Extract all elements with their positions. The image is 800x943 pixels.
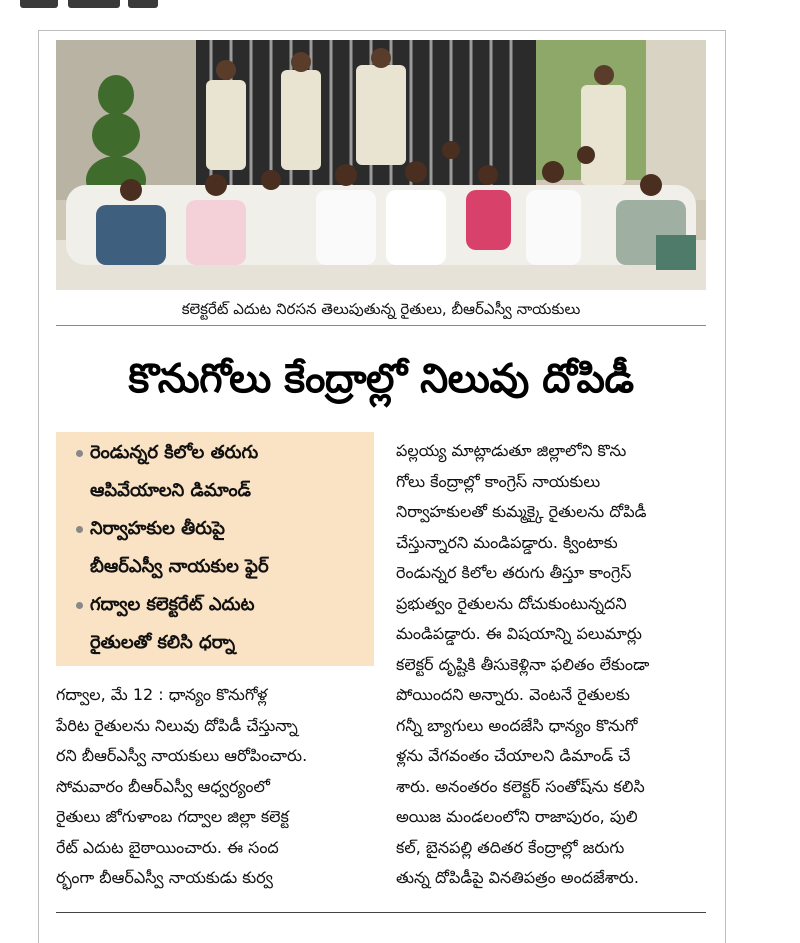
top-mark — [20, 0, 58, 8]
highlight-line: రెండున్నర కిలోల తరుగు — [90, 442, 259, 463]
highlight-line: ఆపివేయాలని డిమాండ్ — [90, 480, 251, 501]
caption-divider — [56, 325, 706, 326]
body-line: గన్నీ బ్యాగులు అందజేసి ధాన్యం కొనుగో — [396, 715, 638, 735]
body-line: ళ్లను వేగవంతం చేయాలని డిమాండ్ చే — [396, 746, 631, 765]
highlight-line: బీఆర్ఎస్వీ నాయకుల ఫైర్ — [90, 556, 269, 577]
body-line: ప్రభుత్వం రైతులను దోచుకుంటున్నదని — [396, 593, 627, 613]
body-line: తున్న దోపిడీపై వినతిపత్రం అందజేశారు. — [396, 868, 639, 887]
top-mark — [68, 0, 120, 8]
highlight-line: రైతులతో కలిసి ధర్నా — [90, 632, 236, 653]
photo-caption: కలెక్టరేట్ ఎదుట నిరసన తెలుపుతున్న రైతులు, బీఆర్ఎస్వీ నాయకులు — [181, 300, 581, 318]
bullet-icon — [76, 602, 83, 609]
body-line: రెండున్నర కిలోల తరుగు తీస్తూ కాంగ్రెస్ — [396, 563, 632, 582]
body-line: కల్, బైనపల్లి తదితర కేంద్రాల్లో జరుగు — [396, 837, 625, 857]
bullet-icon — [76, 526, 83, 533]
body-line: గోలు కేంద్రాల్లో కాంగ్రెస్ నాయకులు — [396, 471, 601, 491]
body-column-right — [396, 436, 706, 894]
body-line: రని బీఆర్ఎస్వీ నాయకులు ఆరోపించారు. — [56, 746, 308, 765]
body-line: సోమవారం బీఆర్ఎస్వీ ఆధ్వర్యంలో — [56, 776, 270, 796]
body-line: నిర్వాహకులతో కుమ్మక్కై రైతులను దోపిడీ — [396, 502, 647, 521]
article-headline: కొనుగోలు కేంద్రాల్లో నిలువు దోపిడీ — [128, 356, 634, 402]
body-line: గద్వాల, మే 12 : ధాన్యం కొనుగోళ్ల — [56, 685, 268, 704]
body-column-left — [56, 680, 374, 894]
body-line: పల్లయ్య మాట్లాడుతూ జిల్లాలోని కొను — [396, 441, 627, 460]
highlight-line: గద్వాల కలెక్టరేట్ ఎదుట — [90, 594, 255, 615]
body-line: రైతులు జోగుళాంబ గద్వాల జిల్లా కలెక్ట — [56, 807, 289, 826]
body-line: శారు. అనంతరం కలెక్టర్ సంతోష్‌ను కలిసి — [396, 776, 645, 796]
news-photo-illustration — [56, 40, 706, 290]
body-line: రేట్ ఎదుట బైఠాయించారు. ఈ సంద — [56, 837, 279, 857]
bullet-icon — [76, 450, 83, 457]
body-line: మండిపడ్డారు. ఈ విషయాన్ని పలుమార్లు — [396, 624, 642, 643]
body-line: ర్భంగా బీఆర్ఎస్వీ నాయకుడు కుర్వ — [56, 868, 273, 887]
highlights-box — [56, 432, 374, 666]
bottom-divider — [56, 912, 706, 913]
body-line: అయిజ మండలంలోని రాజాపురం, పులి — [396, 807, 638, 826]
top-mark — [128, 0, 158, 8]
body-line: పోయిందని అన్నారు. వెంటనే రైతులకు — [396, 685, 630, 704]
body-line: కలెక్టర్ దృష్టికి తీసుకెళ్లినా ఫలితం లేకుండా — [396, 654, 650, 674]
highlight-line: నిర్వాహకుల తీరుపై — [90, 518, 225, 539]
news-photo — [56, 40, 706, 290]
body-line: చేస్తున్నారని మండిపడ్డారు. క్వింటాకు — [396, 532, 618, 552]
top-strip — [0, 0, 800, 14]
body-line: పేరిట రైతులను నిలువు దోపిడీ చేస్తున్నా — [56, 715, 298, 735]
